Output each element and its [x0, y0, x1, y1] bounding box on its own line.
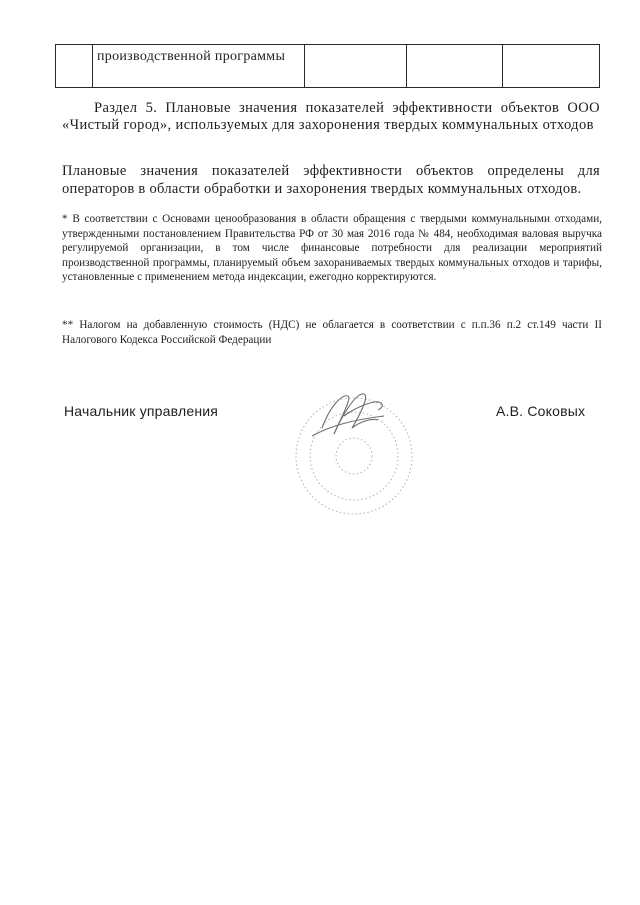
table-cell-value-1 [305, 45, 407, 88]
production-program-table-fragment [55, 44, 600, 88]
footnote-pricing: * В соответствии с Основами ценообразования в области обращения с твердыми коммунальными отходами, утвержденными постановлением Правительства РФ от 30 мая 2016 года № 484, необходимая валовая выручка регулируемой организации, в том числе финансовые потребности для реализации мероприятий производственной программы, планируемый объем захораниваемых твердых коммунальных отходов и тарифы, установленные с применением метода индексации, ежегодно корректируются. [62, 213, 602, 284]
signature-stamp-icon [282, 376, 422, 524]
table-cell-number [56, 45, 93, 88]
section-heading [62, 100, 600, 134]
signatory-name: А.В. Соковых [496, 403, 586, 419]
footnote-vat: ** Налогом на добавленную стоимость (НДС) не облагается в соответствии с п.п.36 п.2 ст.149 части II Налогового Кодекса Российской Федерации [62, 319, 602, 346]
table-cell-value-3 [503, 45, 600, 88]
table-cell-description: производственной программы [93, 45, 305, 88]
table-cell-value-2 [407, 45, 503, 88]
signatory-role: Начальник управления [64, 403, 219, 419]
section-heading-text: Раздел 5. Плановые значения показателей эффективности объектов ООО «Чистый город», используемых для захоронения твердых коммунальных отходов [62, 100, 600, 133]
table-row [56, 45, 600, 88]
efficiency-paragraph: Плановые значения показателей эффективности объектов определены для операторов в области обработки и захоронения твердых коммунальных отходов. [62, 163, 600, 197]
